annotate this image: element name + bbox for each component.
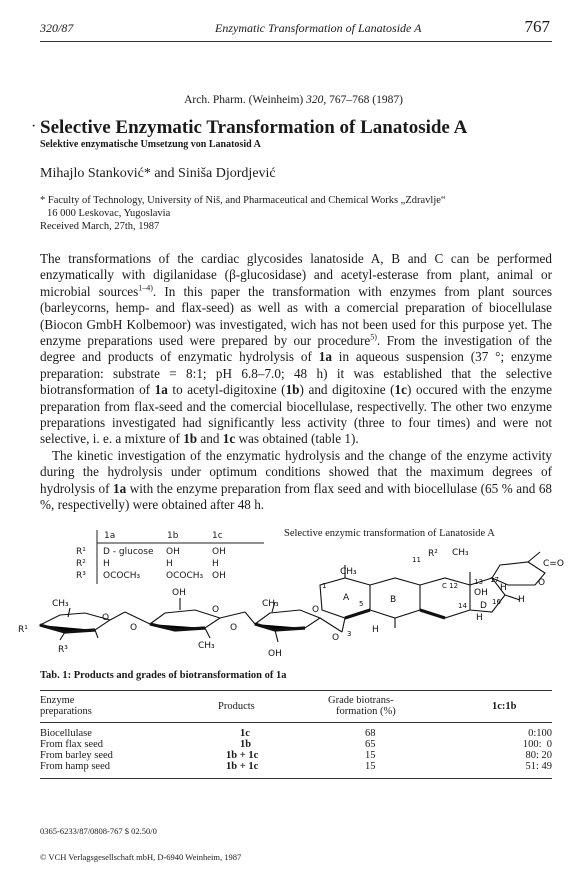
footer-copyright: © VCH Verlagsgesellschaft mbH, D-6940 Weinheim, 1987: [40, 852, 242, 862]
h-label: H: [476, 613, 483, 623]
table-header-rule: [40, 722, 552, 723]
ring-o-label: O: [312, 605, 320, 615]
journal-citation: Arch. Pharm. (Weinheim) 320, 767–768 (1987): [184, 94, 403, 106]
authors: Mihajlo Stanković* and Siniša Djordjević: [40, 166, 276, 181]
oh-label: OH: [474, 588, 488, 598]
r2-label: R²: [428, 549, 438, 559]
footer-code: 0365-6233/87/0808-767 $ 02.50/0: [40, 826, 157, 836]
cell: OCOCH₃: [166, 571, 204, 581]
glyco-o-label: O: [230, 623, 238, 633]
header-title: Enzymatic Transformation of Lanatoside A: [215, 21, 422, 35]
oh-label: OH: [172, 588, 186, 598]
ch3-label: CH₃: [198, 641, 215, 651]
title-tick-mark: ·: [31, 118, 37, 135]
r3-label: R³: [58, 645, 68, 655]
atom-number: 16: [492, 598, 501, 606]
col-header-1b: 1b: [167, 531, 179, 541]
col-header-1c: 1c: [212, 531, 223, 541]
col-header: Enzyme: [40, 695, 75, 706]
table-caption: Tab. 1: Products and grades of biotransformation of 1a: [40, 670, 287, 681]
table-bottom-rule: [40, 778, 552, 779]
ring-o-label: O: [102, 613, 110, 623]
atom-number: 3: [347, 630, 352, 638]
affiliation-line: * Faculty of Technology, University of Niš, and Pharmaceutical and Chemical Works „Zdravlje“: [40, 195, 446, 206]
header-issue: 320/87: [40, 21, 74, 35]
ring-o-label: O: [212, 605, 220, 615]
running-header: [40, 19, 552, 37]
table-top-rule: [40, 690, 552, 691]
h-label: H: [518, 595, 525, 605]
ch3-label: CH₃: [52, 599, 69, 609]
atom-number: 14: [458, 602, 467, 610]
received-date: Received March, 27th, 1987: [40, 221, 160, 233]
col-header: 1c:1b: [492, 701, 517, 712]
affiliation: [40, 194, 552, 234]
lanatoside-structure: [0, 540, 587, 665]
row-label: R¹: [76, 547, 86, 557]
ring-d-label: D: [480, 601, 487, 611]
cell: OCOCH₃: [103, 571, 141, 581]
h-label: H: [372, 625, 379, 635]
atom-number: 11: [412, 556, 421, 564]
r1-label: R¹: [18, 625, 28, 635]
ch3-label: CH₃: [452, 548, 469, 558]
cell: D - glucose: [103, 547, 154, 557]
cell: OH: [212, 571, 226, 581]
row-label: R²: [76, 559, 86, 569]
col-header-1a: 1a: [104, 531, 116, 541]
cell: OH: [212, 547, 226, 557]
ring-a-label: A: [343, 593, 350, 603]
cell: H: [166, 559, 173, 569]
atom-number: C 12: [442, 582, 459, 590]
article-title: Selective Enzymatic Transformation of Lanatoside A: [40, 117, 468, 138]
lactone-o-label: O: [538, 578, 546, 588]
atom-number: 5: [359, 600, 364, 608]
cell: H: [103, 559, 110, 569]
ring-b-label: B: [390, 595, 397, 605]
paragraph: The kinetic investigation of the enzymatic hydrolysis and the change of the enzyme activity during the hydrolysis under optimum conditions showed that the maximum degrees of hydrolysis of 1a with the enzyme preparation from flax seed and with biocellulase (65 % and 68 %, respectivelly) were obtained after 48 h.: [40, 447, 553, 513]
col-header: preparations: [40, 706, 92, 717]
row-label: R³: [76, 571, 86, 581]
col-header: Grade biotrans-: [328, 695, 394, 706]
paragraph: The transformations of the cardiac glycosides lanatoside A, B and C can be performed enzymatically with digilanidase (β-glucosidase) and acetyl-esterase from plant, animal or microbial sources$^{1-4)}$. In this paper the transformation with enzymes from plant sources (barleycorns, hemp- and flax-seed) as well as with a comercial preparation of biocellulase (Biocon GmbH Kolbemoor) was investigated, wich has not been used for this purpose yet. The enzyme preparations used were prepared by our procedure$^{5)}$. From the investigation of the degree and products of enzymatic hydrolysis of 1a in aqueous suspension (37 °; enzyme preparation: substrate = 8:1; pH 6.8–7.0; 48 h) it was established that the selective biotransformation of 1a to acetyl-digitoxine (1b) and digitoxine (1c) occured with the enzyme preparation from flax-seed and the comercial biocellulase, respectivelly. The other two enzyme preparations investigated had significantly less activity (three to four times) and were not selective, i. e. a mixture of 1b and 1c was obtained (table 1).: [40, 251, 552, 447]
atom-number: 13: [474, 578, 483, 586]
glyco-o-label: O: [332, 633, 340, 643]
cell: OH: [166, 547, 180, 557]
cell: H: [212, 559, 219, 569]
atom-number: 17: [490, 576, 499, 584]
schema-caption: Selective enzymic transformation of Lanatoside A: [284, 528, 495, 539]
article-body: [40, 251, 552, 514]
glyco-o-label: O: [130, 623, 138, 633]
oh-label: OH: [268, 649, 282, 659]
affiliation-line: 16 000 Leskovac, Yugoslavia: [47, 208, 171, 220]
h-label: H: [500, 583, 507, 593]
col-header: formation (%): [336, 706, 396, 717]
header-rule: [40, 41, 552, 42]
ch3-label: CH₃: [340, 567, 357, 577]
carbonyl-label: C=O: [543, 559, 564, 569]
ch3-label: CH₃: [262, 599, 279, 609]
col-header: Products: [218, 701, 255, 712]
atom-number: 1: [322, 582, 327, 590]
article-subtitle: Selektive enzymatische Umsetzung von Lanatosid A: [40, 139, 261, 150]
page-number: 767: [524, 17, 550, 36]
